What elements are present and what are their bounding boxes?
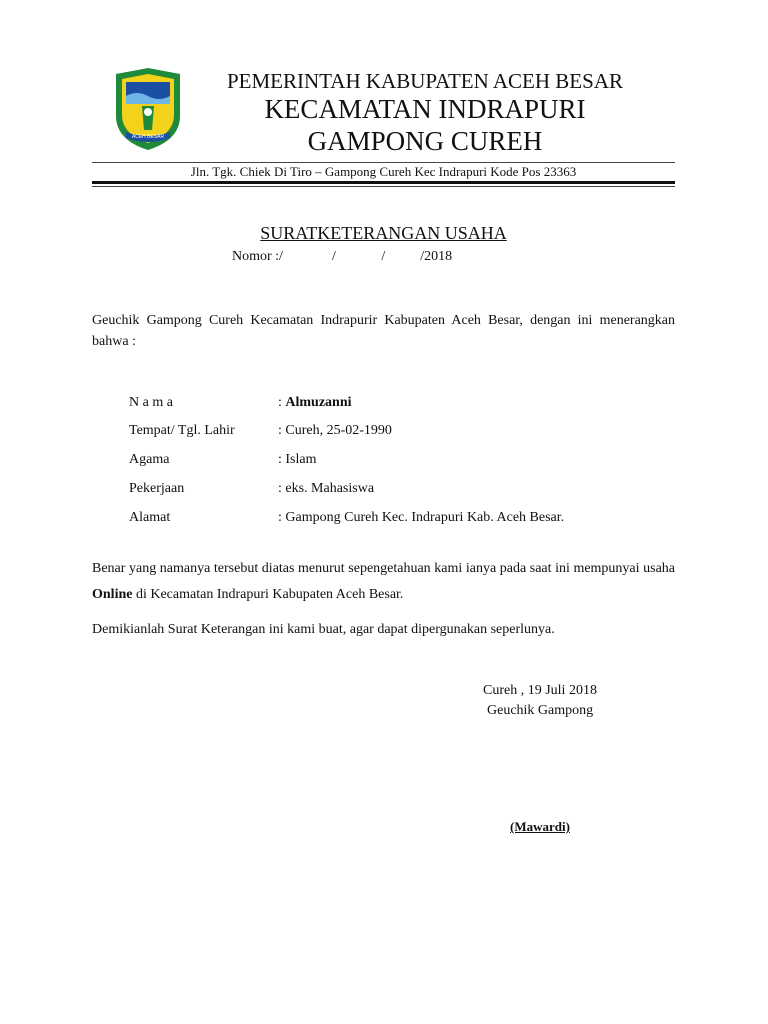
statement-paragraph: Benar yang namanya tersebut diatas menurut sepengetahuan kami ianya pada saat ini mempunyai usaha Online di Kecamatan Indrapuri Kabupaten Aceh Besar.: [92, 561, 675, 602]
header-divider-top: [92, 162, 675, 163]
field-label: Alamat: [129, 510, 171, 525]
header-address: Jln. Tgk. Chiek Di Tiro – Gampong Cureh Kec Indrapuri Kode Pos 23363: [190, 164, 577, 179]
header-divider-bottom: [92, 186, 675, 187]
signature-place-date: Cureh , 19 Juli 2018: [483, 683, 597, 698]
field-value: : Cureh, 25-02-1990: [278, 423, 392, 438]
field-label: N a m a: [129, 395, 173, 410]
intro-paragraph: Geuchik Gampong Cureh Kecamatan Indrapurir Kabupaten Aceh Besar, dengan ini menerangkan bahwa :: [92, 313, 675, 349]
field-value: : Almuzanni: [278, 395, 352, 410]
field-label: Pekerjaan: [129, 481, 185, 496]
field-value: : Islam: [278, 452, 317, 467]
header-divider-thick: [92, 181, 675, 184]
header-government: PEMERINTAH KABUPATEN ACEH BESAR: [226, 69, 623, 93]
field-label: Tempat/ Tgl. Lahir: [129, 423, 235, 438]
closing-paragraph: Demikianlah Surat Keterangan ini kami buat, agar dapat dipergunakan seperlunya.: [92, 622, 555, 637]
field-value: : eks. Mahasiswa: [278, 481, 375, 496]
header-district: KECAMATAN INDRAPURI: [264, 94, 586, 124]
header-village: GAMPONG CUREH: [307, 126, 543, 156]
aceh-besar-emblem: [112, 66, 184, 152]
field-value: : Gampong Cureh Kec. Indrapuri Kab. Aceh Besar.: [278, 510, 565, 525]
document-title: SURATKETERANGAN USAHA: [260, 223, 507, 243]
signature-position: Geuchik Gampong: [487, 703, 594, 718]
document-number: Nomor :/ / / /2018: [232, 249, 453, 264]
field-label: Agama: [129, 452, 170, 467]
logo-text: ACEH BESAR: [131, 134, 165, 140]
signature-name: (Mawardi): [510, 819, 570, 834]
